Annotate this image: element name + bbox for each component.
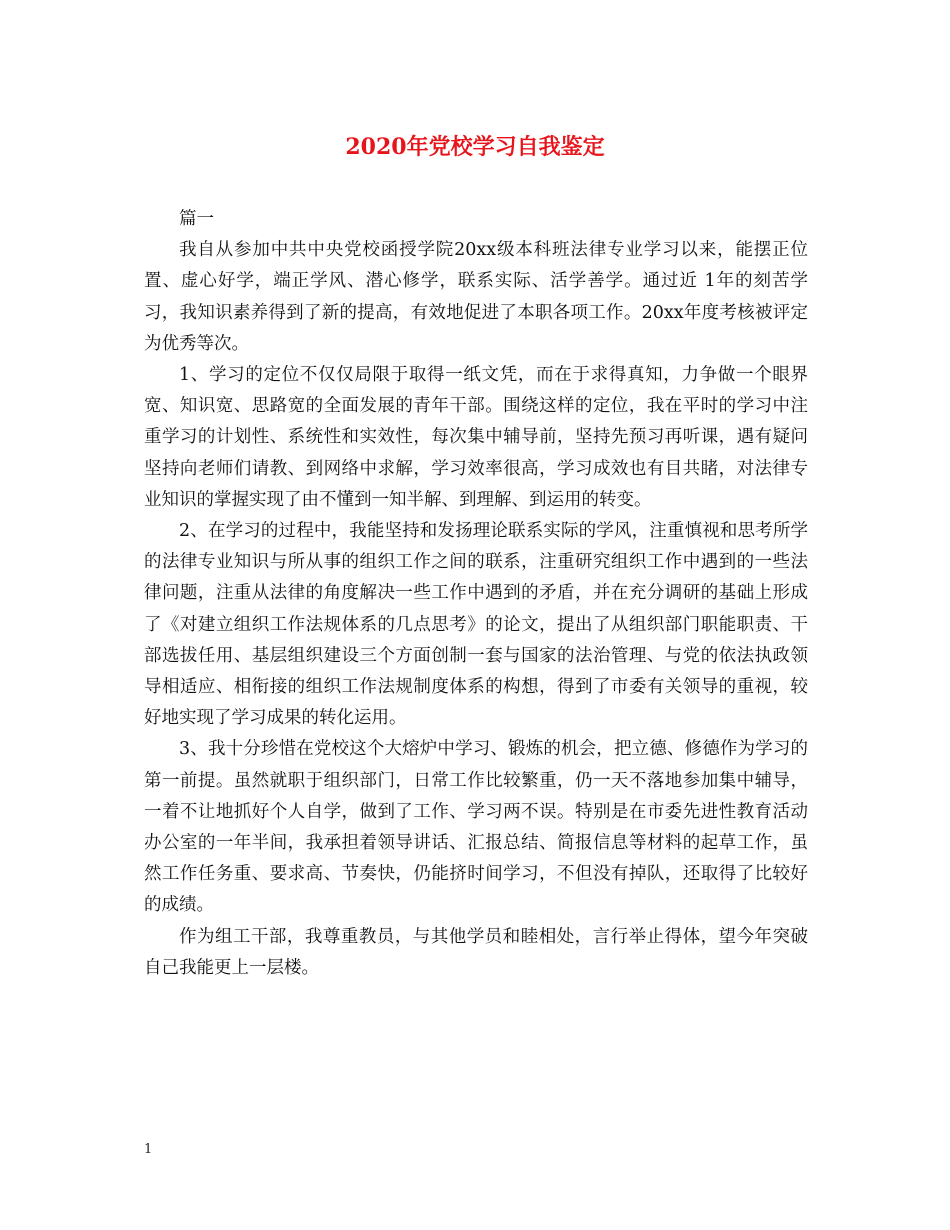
page-number: 1 (144, 1142, 153, 1157)
paragraph-point-1: 1、学习的定位不仅仅局限于取得一纸文凭，而在于求得真知，力争做一个眼界宽、知识宽、思路宽的全面发展的青年干部。围绕这样的定位，我在平时的学习中注重学习的计划性、系统性和实效性，每次集中辅导前，坚持先预习再听课，遇有疑问坚持向老师们请教、到网络中求解，学习效率很高，学习成效也有目共睹，对法律专业知识的掌握实现了由不懂到一知半解、到理解、到运用的转变。 (144, 365, 808, 510)
document-body (144, 204, 808, 984)
paragraph-conclusion: 作为组工干部，我尊重教员，与其他学员和睦相处，言行举止得体，望今年突破自己我能更上一层楼。 (144, 926, 808, 978)
section-label: 篇一 (179, 209, 214, 229)
document-title: 2020年党校学习自我鉴定 (345, 134, 605, 160)
paragraph-point-2: 2、在学习的过程中，我能坚持和发扬理论联系实际的学风，注重慎视和思考所学的法律专业知识与所从事的组织工作之间的联系，注重研究组织工作中遇到的一些法律问题，注重从法律的角度解决一些工作中遇到的矛盾，并在充分调研的基础上形成了《对建立组织工作法规体系的几点思考》的论文，提出了从组织部门职能职责、干部选拔任用、基层组织建设三个方面创制一套与国家的法治管理、与党的依法执政领导相适应、相衔接的组织工作法规制度体系的构想，得到了市委有关领导的重视，较好地实现了学习成果的转化运用。 (144, 521, 808, 729)
paragraph-intro: 我自从参加中共中央党校函授学院20xx级本科班法律专业学习以来，能摆正位置、虚心好学，端正学风、潜心修学，联系实际、活学善学。通过近 1年的刻苦学习，我知识素养得到了新的提高，有效地促进了本职各项工作。20xx年度考核被评定为优秀等次。 (144, 240, 808, 354)
paragraph-point-3: 3、我十分珍惜在党校这个大熔炉中学习、锻炼的机会，把立德、修德作为学习的第一前提。虽然就职于组织部门，日常工作比较繁重，仍一天不落地参加集中辅导，一着不让地抓好个人自学，做到了工作、学习两不误。特别是在市委先进性教育活动办公室的一年半间，我承担着领导讲话、汇报总结、简报信息等材料的起草工作，虽然工作任务重、要求高、节奏快，仍能挤时间学习，不但没有掉队，还取得了比较好的成绩。 (144, 739, 808, 916)
